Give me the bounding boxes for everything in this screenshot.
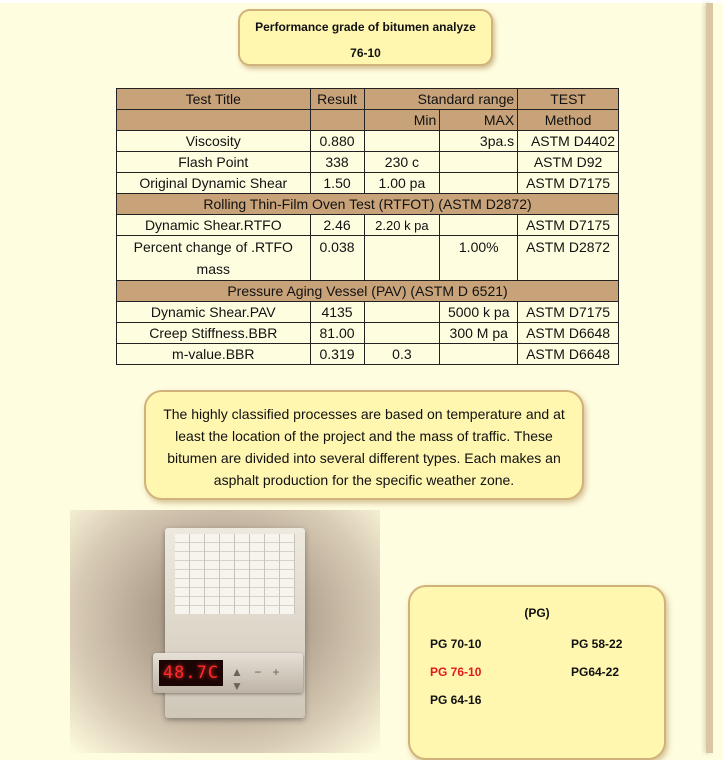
- table-row: Dynamic Shear.RTFO 2.46 2.20 k pa ASTM D7175: [117, 215, 619, 236]
- temperature-display: 48.7C: [159, 660, 223, 686]
- table-subheader-row: [117, 110, 619, 131]
- chart-paper: [175, 534, 295, 614]
- pg-title: (PG): [524, 606, 550, 620]
- pg-grade-item: PG 64-16: [430, 693, 482, 707]
- description-box: [144, 390, 584, 500]
- table-row: Flash Point 338 230 c ASTM D92: [117, 152, 619, 173]
- header-max: MAX: [440, 110, 518, 131]
- pg-grade-item: PG 70-10: [430, 637, 482, 651]
- title-box: [238, 9, 493, 66]
- pg-grade-item: PG 58-22: [571, 637, 623, 651]
- description-text: The highly classified processes are based on temperature and at least the location of the project and the mass of traffic. These bitumen are divided into several different types. Each makes an asphalt production for the specific weather zone.: [163, 406, 565, 488]
- control-panel: [153, 653, 303, 693]
- table-row: Percent change of .RTFO mass 0.038 1.00% ASTM D2872: [117, 236, 619, 281]
- performance-table: [116, 88, 619, 365]
- pg-grade-item: PG64-22: [571, 665, 620, 679]
- header-test-title: Test Title: [117, 89, 311, 110]
- top-border: [0, 0, 723, 3]
- panel-keys-icon: ▲ − + ▼: [231, 665, 284, 693]
- table-row: Dynamic Shear.PAV 4135 5000 k pa ASTM D7175: [117, 302, 619, 323]
- header-min: Min: [364, 110, 440, 131]
- header-result: Result: [310, 89, 364, 110]
- table-row: Creep Stiffness.BBR 81.00 300 M pa ASTM D6648: [117, 323, 619, 344]
- table-row: Original Dynamic Shear 1.50 1.00 pa ASTM D7175: [117, 173, 619, 194]
- pg-grades-box: [408, 585, 666, 760]
- pg-grade-item-selected: PG 76-10: [430, 665, 482, 679]
- thermometer-photo: [70, 510, 380, 753]
- rtfo-section-title: Rolling Thin-Film Oven Test (RTFOT) (ASTM D2872): [117, 194, 619, 215]
- header-standard-range: Standard range: [364, 89, 518, 110]
- table-row: Viscosity 0.880 3pa.s ASTM D4402: [117, 131, 619, 152]
- section-row-rtfo: [117, 194, 619, 215]
- pav-section-title: Pressure Aging Vessel (PAV) (ASTM D 6521): [117, 281, 619, 302]
- grade-label: 76-10: [350, 46, 381, 60]
- page-title: Performance grade of bitumen analyze: [255, 20, 476, 34]
- right-scroll-rail: [706, 3, 713, 753]
- right-edge: [713, 3, 723, 753]
- recorder-device: [162, 528, 305, 718]
- table-row: m-value.BBR 0.319 0.3 ASTM D6648: [117, 344, 619, 365]
- table-header-row: [117, 89, 619, 110]
- header-test-method-top: TEST: [518, 89, 619, 110]
- header-test-method-bottom: Method: [518, 110, 619, 131]
- section-row-pav: [117, 281, 619, 302]
